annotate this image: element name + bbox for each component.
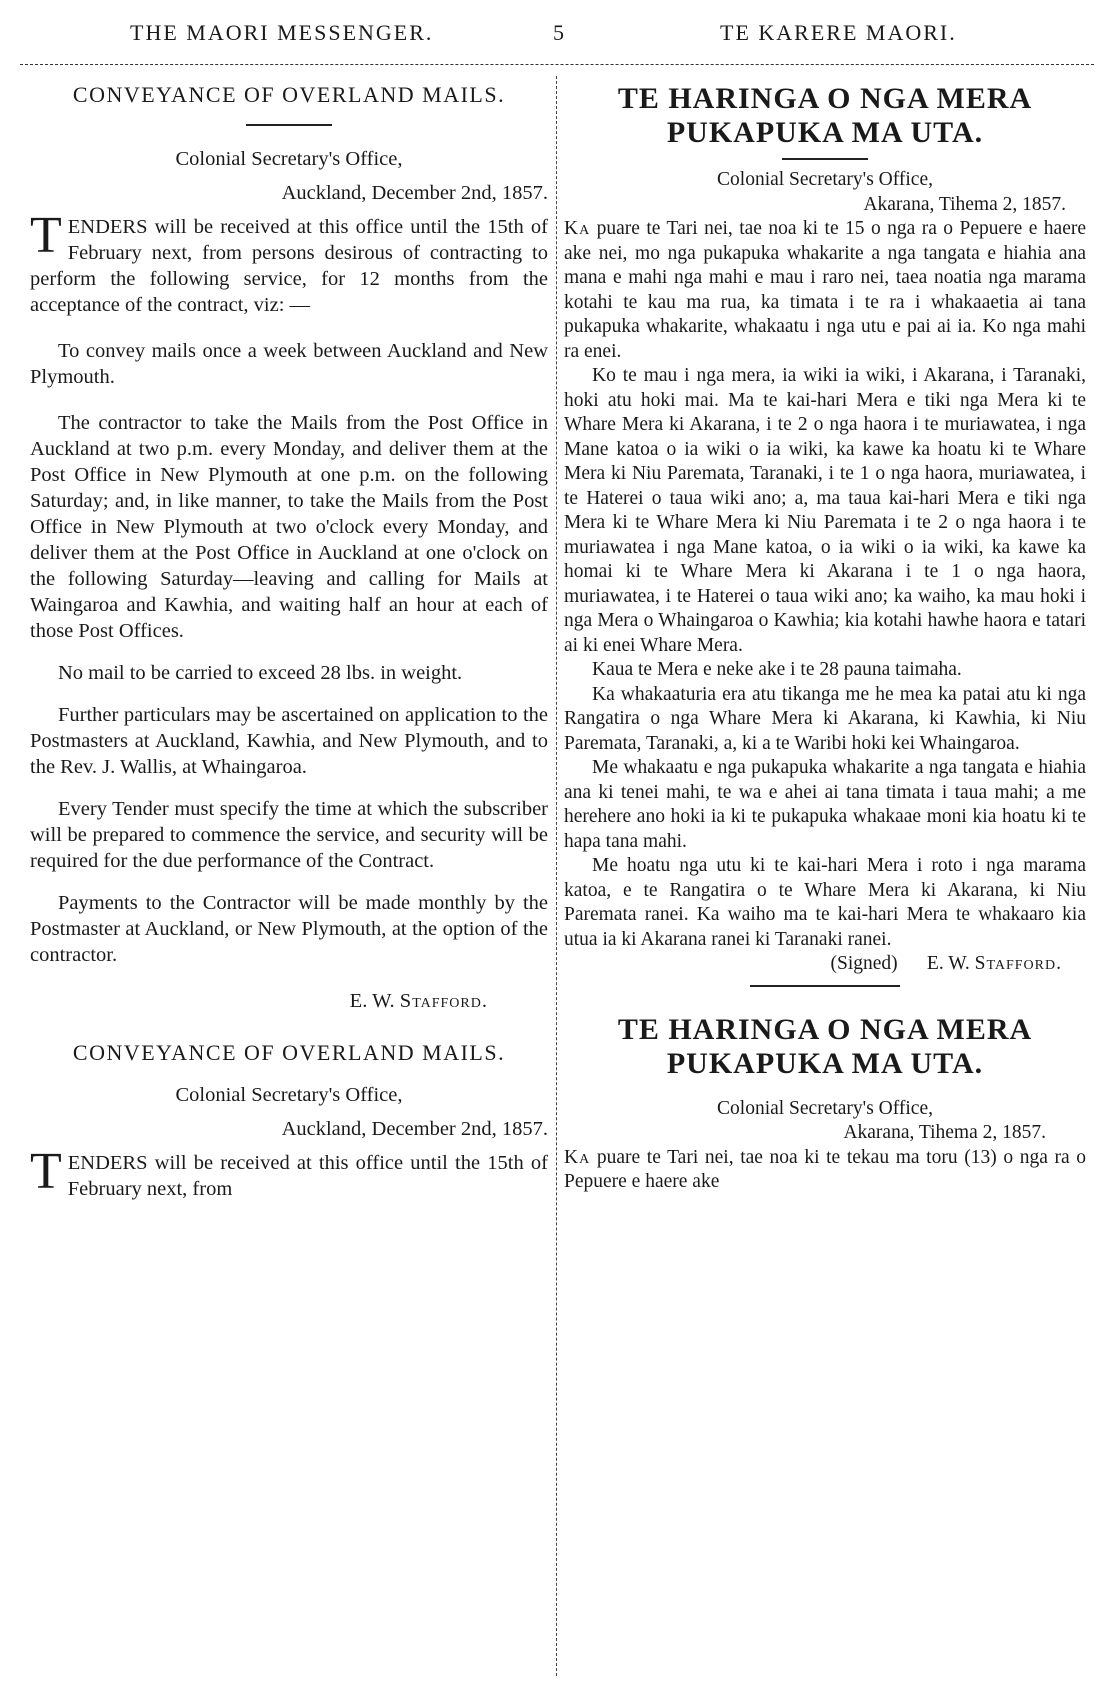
paragraph-tari: Ka puare te Tari nei, tae noa ki te 15 o nga ra o Pepuere e haere ake nei, mo nga pukapuka whakarite a nga tangata e hiahia ana mana e mahi nga mahi e mau i raro nei, taea noatia nga marama kotahi te kau ma rua, ka timata i te ra i whakaaetia ai tana pukapuka whakarite, whakaatu i nga utu e pai ai ia. Ko nga mahi ra enei. [564, 218, 1087, 362]
notice-title-maori-line1: TE HARINGA O NGA MERA [617, 82, 1033, 115]
paragraph-route: To convey mails once a week between Auckland and New Plymouth. [30, 340, 548, 388]
paragraph-utu: Me hoatu nga utu ki te kai-hari Mera i roto i nga marama katoa, e te Rangatira o te Whare Mera ki Akarana, ki Niu Paremata ranei. Ka waiho ma te kai-hari Mera te whakaaro kia utua ia ki Akarana ranei ki Taranaki ranei. [564, 855, 1086, 950]
place-date-line: Auckland, December 2nd, 1857. [281, 182, 548, 204]
paragraph-weight: No mail to be carried to exceed 28 lbs. in weight. [58, 662, 463, 684]
english-column [30, 82, 548, 1202]
place-date-line-maori: Akarana, Tihema 2, 1857. [863, 193, 1066, 215]
drop-cap: T [30, 207, 62, 264]
signature: E. W. Stafford. [349, 990, 488, 1012]
paragraph-mera: Ko te mau i nga mera, ia wiki ia wiki, i Akarana, i Taranaki, hoki atu hoki mai. Ma te kai-hari Mera e tiki nga Mera ki te Whare Mera ki Akarana, i te 2 o nga haora i te muriawatea, i nga Mane katoa o ia wiki o ia wiki, ka kawe ka hoatu ki te Whare Mera ki Niu Paremata, Taranaki, i te 1 o nga haora, muriawatea, i te Haterei o taua wiki ano; a, ma taua kai-hari Mera e tiki nga Mera ki te Whare Mera ki Niu Paremata i te 2 o nga haora i te muriawatea i nga Mane katoa, o ia wiki o ia wiki, ka kawe ka homai ki te Whare Mera ki Akarana i te 1 o nga haora, muriawatea, i te Haterei o taua wiki ano; ka waiho, ka mau hoki i nga Mera o Whaingaroa o Kawhia; kia kotahi hawhe haora e tatari ai ki enei Whare Mera. [564, 365, 1086, 656]
office-line-repeat: Colonial Secretary's Office, [175, 1084, 403, 1106]
header-rule [20, 64, 1094, 65]
drop-cap: T [30, 1143, 62, 1200]
page-number: 5 [553, 20, 566, 45]
office-line: Colonial Secretary's Office, [175, 148, 403, 170]
masthead-english: THE MAORI MESSENGER. [130, 20, 434, 45]
maori-column [564, 82, 1086, 1195]
notice-title-repeat: CONVEYANCE OF OVERLAND MAILS. [72, 1040, 506, 1065]
paragraph-tikanga: Ka whakaaturia era atu tikanga me he mea ka patai atu ki nga Rangatira o nga Whare Mera ki Akarana, ki Kawhia, ki Niu Paremata, Taranaki, a, ki a te Waribi hoki kei Whaingaroa. [564, 683, 1086, 754]
page-header [20, 14, 1090, 54]
notice-title-maori-repeat-line1: TE HARINGA O NGA MERA [617, 1012, 1033, 1046]
notice-title: CONVEYANCE OF OVERLAND MAILS. [72, 82, 506, 107]
office-line-maori: Colonial Secretary's Office, [717, 169, 933, 190]
paragraph-particulars: Further particulars may be ascertained on application to the Postmasters at Auckland, Kawhia, and New Plymouth, and to the Rev. J. Wallis, at Whaingaroa. [30, 704, 548, 778]
paragraph-tenders: TENDERS will be received at this office until the 15th of February next, from persons desirous of contracting to perform the following service, for 12 months from the acceptance of the contract, viz: — [30, 207, 548, 316]
office-line-maori-repeat: Colonial Secretary's Office, [717, 1097, 933, 1119]
paragraph-schedule: The contractor to take the Mails from the Post Office in Auckland at two p.m. every Monday, and deliver them at the Post Office in New Plymouth at one p.m. on the following Saturday; and, in like manner, to take the Mails from the Post Office in New Plymouth at two o'clock every Monday, and deliver them at the Post Office in Auckland at one o'clock on the following Saturday—leaving and calling for Mails at Waingaroa and Kawhia, and waiting half an hour at each of those Post Offices. [30, 412, 548, 642]
paragraph-tenders-repeat: TENDERS will be received at this office until the 15th of February next, from [30, 1143, 548, 1200]
notice-title-maori-line2: PUKAPUKA MA UTA. [666, 116, 984, 149]
place-date-line-repeat: Auckland, December 2nd, 1857. [281, 1118, 548, 1140]
paragraph-security: Every Tender must specify the time at which the subscriber will be prepared to commence the service, and security will be required for the due performance of the Contract. [30, 798, 548, 872]
masthead-maori: TE KARERE MAORI. [720, 20, 957, 45]
paragraph-pauna: Kaua te Mera e neke ake i te 28 pauna taimaha. [592, 659, 962, 680]
column-divider [556, 76, 557, 1676]
signature-maori: (Signed) E. W. Stafford. [830, 953, 1062, 974]
notice-title-maori-repeat-line2: PUKAPUKA MA UTA. [666, 1046, 984, 1080]
paragraph-payments: Payments to the Contractor will be made monthly by the Postmaster at Auckland, or New Plymouth, at the option of the contractor. [30, 892, 548, 966]
paragraph-tari-repeat: Ka puare te Tari nei, tae noa ki te tekau ma toru (13) o nga ra o Pepuere e haere ake [564, 1146, 1087, 1192]
paragraph-whakarite: Me whakaatu e nga pukapuka whakarite a nga tangata e hiahia ana ki tenei mahi, te wa e ahei ai tana timata i taua mahi; a me herehere ano hoki ia ki te pukapuka whakaae moni kia hoatu ki te hapa tana mahi. [564, 757, 1086, 852]
place-date-line-maori-repeat: Akarana, Tihema 2, 1857. [843, 1122, 1046, 1143]
